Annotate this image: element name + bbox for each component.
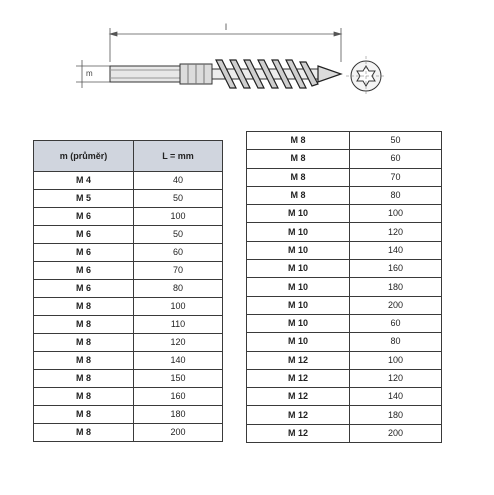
table-row (247, 132, 442, 150)
diameter-cell: M 10 (247, 260, 350, 278)
length-cell: 160 (134, 388, 223, 406)
table-row (34, 388, 223, 406)
table-row (34, 352, 223, 370)
diameter-cell: M 8 (34, 424, 134, 442)
length-cell: 120 (350, 223, 442, 241)
header-diameter: m (průměr) (34, 141, 134, 172)
table-row (34, 316, 223, 334)
diameter-cell: M 6 (34, 262, 134, 280)
diameter-cell: M 8 (34, 370, 134, 388)
table-row (34, 334, 223, 352)
diameter-cell: M 10 (247, 278, 350, 296)
diameter-dimension (76, 60, 110, 88)
table-row (34, 424, 223, 442)
length-cell: 100 (350, 205, 442, 223)
length-cell: 120 (134, 334, 223, 352)
diameter-cell: M 6 (34, 208, 134, 226)
length-cell: 50 (134, 190, 223, 208)
length-cell: 200 (350, 296, 442, 314)
table-row (247, 424, 442, 442)
length-cell: 80 (350, 333, 442, 351)
diameter-cell: M 6 (34, 280, 134, 298)
length-cell: 100 (134, 208, 223, 226)
diameter-cell: M 6 (34, 226, 134, 244)
length-cell: 140 (134, 352, 223, 370)
table-row (247, 186, 442, 204)
diameter-cell: M 8 (34, 406, 134, 424)
table-header-row (34, 141, 223, 172)
length-cell: 200 (350, 424, 442, 442)
length-cell: 100 (350, 351, 442, 369)
diameter-cell: M 12 (247, 369, 350, 387)
diameter-cell: M 8 (34, 298, 134, 316)
diameter-cell: M 10 (247, 296, 350, 314)
table-row (247, 168, 442, 186)
diameter-cell: M 12 (247, 406, 350, 424)
table-row (34, 280, 223, 298)
length-cell: 180 (350, 406, 442, 424)
length-cell: 200 (134, 424, 223, 442)
size-table-right (246, 131, 442, 443)
diameter-cell: M 8 (247, 150, 350, 168)
length-cell: 140 (350, 241, 442, 259)
table-row (34, 208, 223, 226)
table-row (34, 298, 223, 316)
length-dimension (110, 28, 341, 62)
table-row (247, 150, 442, 168)
table-row (34, 190, 223, 208)
screw-technical-drawing (0, 0, 494, 130)
diameter-cell: M 12 (247, 388, 350, 406)
table-row (247, 369, 442, 387)
diameter-cell: M 8 (247, 132, 350, 150)
length-cell: 180 (350, 278, 442, 296)
table-row (34, 406, 223, 424)
table-row (247, 296, 442, 314)
length-cell: 180 (134, 406, 223, 424)
table-row (247, 406, 442, 424)
length-cell: 100 (134, 298, 223, 316)
length-cell: 110 (134, 316, 223, 334)
length-label: l (225, 22, 227, 32)
size-table-left (33, 140, 223, 442)
length-cell: 60 (134, 244, 223, 262)
diameter-cell: M 8 (34, 352, 134, 370)
torx-drive-icon (346, 56, 386, 96)
length-cell: 60 (350, 150, 442, 168)
length-cell: 70 (134, 262, 223, 280)
length-cell: 80 (134, 280, 223, 298)
diameter-cell: M 8 (247, 168, 350, 186)
table-row (247, 388, 442, 406)
diameter-label: m (86, 69, 93, 78)
table-row (247, 351, 442, 369)
diameter-cell: M 8 (34, 388, 134, 406)
length-cell: 140 (350, 388, 442, 406)
table-row (247, 223, 442, 241)
diameter-cell: M 12 (247, 351, 350, 369)
length-cell: 160 (350, 260, 442, 278)
table-row (247, 278, 442, 296)
length-cell: 50 (350, 132, 442, 150)
diameter-cell: M 10 (247, 241, 350, 259)
diameter-cell: M 10 (247, 314, 350, 332)
length-cell: 70 (350, 168, 442, 186)
length-cell: 50 (134, 226, 223, 244)
length-cell: 80 (350, 186, 442, 204)
table-row (34, 226, 223, 244)
diameter-cell: M 8 (34, 334, 134, 352)
diameter-cell: M 10 (247, 223, 350, 241)
table-row (247, 314, 442, 332)
diameter-cell: M 8 (247, 186, 350, 204)
length-cell: 120 (350, 369, 442, 387)
length-cell: 150 (134, 370, 223, 388)
table-row (34, 172, 223, 190)
header-length: L = mm (134, 141, 223, 172)
diameter-cell: M 5 (34, 190, 134, 208)
diameter-cell: M 4 (34, 172, 134, 190)
diameter-cell: M 12 (247, 424, 350, 442)
table-row (34, 370, 223, 388)
table-row (247, 260, 442, 278)
table-row (34, 244, 223, 262)
table-row (247, 205, 442, 223)
table-row (247, 241, 442, 259)
diameter-cell: M 8 (34, 316, 134, 334)
table-row (34, 262, 223, 280)
diameter-cell: M 10 (247, 205, 350, 223)
diameter-cell: M 6 (34, 244, 134, 262)
table-row (247, 333, 442, 351)
length-cell: 40 (134, 172, 223, 190)
length-cell: 60 (350, 314, 442, 332)
diameter-cell: M 10 (247, 333, 350, 351)
